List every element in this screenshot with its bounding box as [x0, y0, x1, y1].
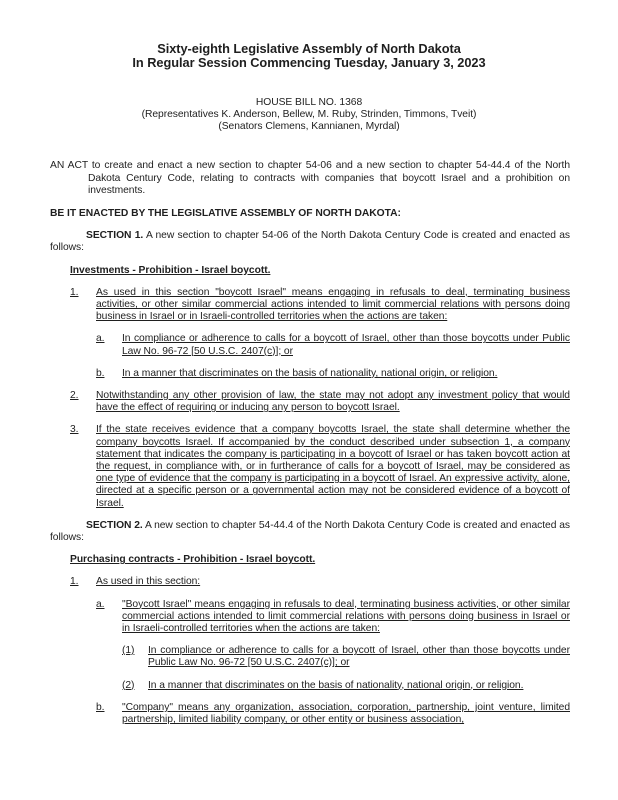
- item-text: "Boycott Israel" means engaging in refusals to deal, terminating business activities, or other similar commercial actions intended to limit commercial relations with persons doing business in Israel or in Israeli-controlled territories when the actions are taken:: [122, 598, 570, 635]
- assembly-title-line2: In Regular Session Commencing Tuesday, January 3, 2023: [132, 55, 486, 70]
- item-number: a.: [96, 333, 105, 345]
- section2-intro-text: A new section to chapter 54-44.4 of the North Dakota Century Code is created and enacted as follows:: [50, 519, 570, 544]
- item-number: 3.: [70, 424, 79, 436]
- item-number: (1): [122, 645, 135, 657]
- section1-statute-heading: Investments - Prohibition - Israel boycott.: [70, 264, 271, 276]
- item-text: "Company" means any organization, association, corporation, partnership, joint venture, limited partnership, limited liability company, or other entity or business association,: [122, 701, 570, 726]
- section2-item-1: [50, 576, 570, 588]
- item-number: (2): [122, 679, 135, 691]
- assembly-title-line1: Sixty-eighth Legislative Assembly of North Dakota: [157, 41, 461, 56]
- bill-identification: [0, 97, 618, 132]
- item-text: In compliance or adherence to calls for a boycott of Israel, other than those boycotts under Public Law No. 96-72 [50 U.S.C. 2407(c)]; or: [122, 333, 570, 357]
- section1-intro-paragraph: [50, 230, 570, 254]
- item-number: b.: [96, 701, 105, 713]
- document-body: [50, 160, 570, 726]
- item-number: 1.: [70, 576, 79, 588]
- bill-number: HOUSE BILL NO. 1368: [255, 97, 363, 108]
- item-text: As used in this section:: [96, 576, 201, 588]
- section2-intro-paragraph: [50, 520, 570, 544]
- item-number: b.: [96, 367, 105, 379]
- item-text: Notwithstanding any other provision of law, the state may not adopt any investment policy that would have the effect of requiring or inducing any person to boycott Israel.: [96, 390, 570, 414]
- section1-item-1b: [50, 368, 570, 380]
- item-text: If the state receives evidence that a company boycotts Israel, the state shall determine whether the company boycotts Israel. If accompanied by the conduct described under subsection 1, a company statement that indicates the company is participating in a boycott of Israel or has taken boycott action at the request, in compliance with, or in furtherance of calls for a boycott of Israel, may be considered as one type of evidence that the company is participating in a boycott of Israel. An expressive activity, alone, directed at a specific person or a governmental action may not be considered evidence of a boycott of Israel.: [96, 424, 570, 509]
- item-number: 1.: [70, 286, 79, 298]
- item-text: In a manner that discriminates on the basis of nationality, national origin, or religion.: [122, 367, 498, 379]
- act-title-paragraph: AN ACT to create and enact a new section to chapter 54-06 and a new section to chapter 54-44.4 of the North Dakota Century Code, relating to contracts with companies that boycott Israel and a prohibition on investments.: [50, 160, 570, 196]
- item-text: As used in this section "boycott Israel" means engaging in refusals to deal, terminating business activities, or other similar commercial actions intended to limit commercial relations with persons doing business in Israel or in Israeli-controlled territories when the actions are taken:: [96, 286, 570, 323]
- section2-label: SECTION 2.: [86, 519, 143, 531]
- section1-label: SECTION 1.: [86, 230, 144, 242]
- house-sponsors: (Representatives K. Anderson, Bellew, M. Ruby, Strinden, Timmons, Tveit): [141, 108, 477, 120]
- section1-intro-text: A new section to chapter 54-06 of the North Dakota Century Code is created and enacted as follows:: [50, 230, 571, 254]
- document-header: [0, 42, 618, 132]
- section1-item-1a: [50, 333, 570, 357]
- item-text: In compliance or adherence to calls for a boycott of Israel, other than those boycotts under Public Law No. 96-72 [50 U.S.C. 2407(c)]; or: [148, 645, 570, 669]
- section2-item-1a1: [50, 645, 570, 669]
- section1-item-2: [50, 390, 570, 414]
- section2-item-1a: [50, 599, 570, 636]
- section1-item-3: [50, 424, 570, 509]
- section2-item-1a2: [50, 680, 570, 692]
- item-text: In a manner that discriminates on the basis of nationality, national origin, or religion.: [148, 679, 524, 691]
- section2-statute-heading: Purchasing contracts - Prohibition - Israel boycott.: [70, 554, 316, 566]
- item-number: 2.: [70, 390, 79, 402]
- section1-item-1: [50, 287, 570, 324]
- enacting-clause: BE IT ENACTED BY THE LEGISLATIVE ASSEMBLY OF NORTH DAKOTA:: [50, 208, 401, 219]
- section2-item-1b: [50, 702, 570, 726]
- senate-sponsors: (Senators Clemens, Kannianen, Myrdal): [218, 120, 400, 132]
- item-number: a.: [96, 598, 105, 610]
